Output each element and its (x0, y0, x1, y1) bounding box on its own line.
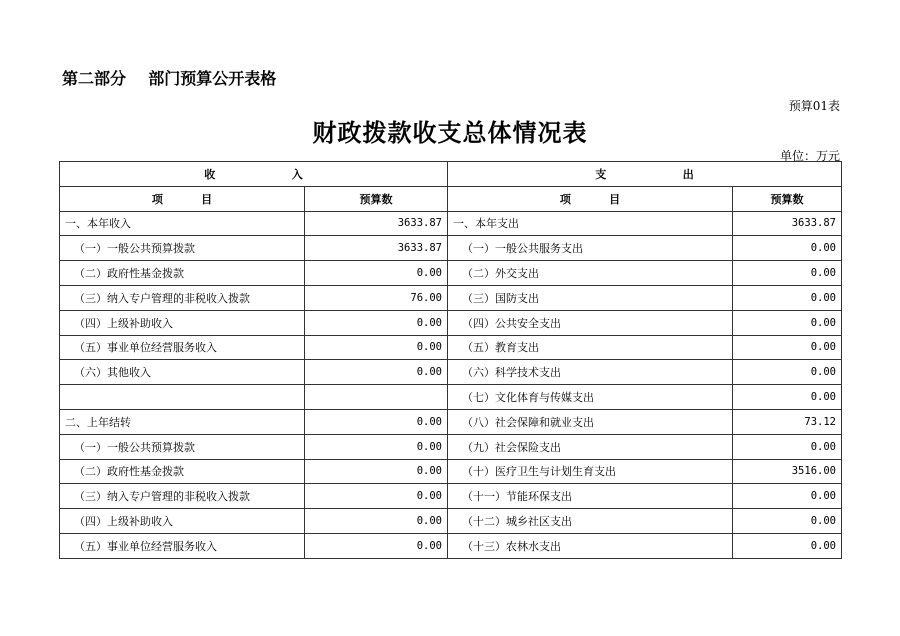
income-item-cell: （二）政府性基金拨款 (60, 261, 305, 286)
income-value-cell: 3633.87 (305, 211, 448, 236)
table-row (60, 459, 842, 484)
income-section-header: 收 入 (60, 162, 448, 187)
budget-table (59, 161, 842, 559)
part-title: 第二部分 部门预算公开表格 (62, 69, 277, 88)
table-row (60, 409, 842, 434)
expense-value-cell: 0.00 (733, 385, 842, 410)
table-row (60, 360, 842, 385)
income-value-cell: 3633.87 (305, 236, 448, 261)
income-value-cell: 0.00 (305, 261, 448, 286)
page-title: 财政拨款收支总体情况表 (312, 118, 588, 147)
income-item-cell: （一）一般公共预算拨款 (60, 236, 305, 261)
table-row (60, 335, 842, 360)
expense-item-header: 项 目 (448, 186, 733, 211)
expense-item-cell: （八）社会保障和就业支出 (448, 409, 733, 434)
income-value-cell: 0.00 (305, 533, 448, 558)
expense-item-cell: （一）一般公共服务支出 (448, 236, 733, 261)
expense-value-cell: 0.00 (733, 335, 842, 360)
table-row (60, 310, 842, 335)
income-item-cell: （二）政府性基金拨款 (60, 459, 305, 484)
expense-value-cell: 0.00 (733, 310, 842, 335)
income-value-cell: 0.00 (305, 459, 448, 484)
income-item-cell: （六）其他收入 (60, 360, 305, 385)
income-item-cell: 一、本年收入 (60, 211, 305, 236)
expense-value-cell: 0.00 (733, 434, 842, 459)
expense-value-cell: 0.00 (733, 360, 842, 385)
table-number: 预算01表 (788, 99, 840, 113)
expense-value-cell: 0.00 (733, 236, 842, 261)
income-item-cell: （三）纳入专户管理的非税收入拨款 (60, 484, 305, 509)
expense-value-cell: 0.00 (733, 533, 842, 558)
table-row (60, 285, 842, 310)
expense-section-header: 支 出 (448, 162, 842, 187)
income-item-cell: （五）事业单位经营服务收入 (60, 533, 305, 558)
expense-item-cell: （十二）城乡社区支出 (448, 509, 733, 534)
table-row (60, 533, 842, 558)
income-item-cell: （三）纳入专户管理的非税收入拨款 (60, 285, 305, 310)
income-value-cell: 0.00 (305, 434, 448, 459)
expense-value-cell: 3633.87 (733, 211, 842, 236)
income-item-cell: （一）一般公共预算拨款 (60, 434, 305, 459)
table-row (60, 509, 842, 534)
expense-item-cell: （十一）节能环保支出 (448, 484, 733, 509)
table-row (60, 434, 842, 459)
expense-value-cell: 0.00 (733, 484, 842, 509)
expense-value-cell: 73.12 (733, 409, 842, 434)
income-item-header: 项 目 (60, 186, 305, 211)
expense-item-cell: （十）医疗卫生与计划生育支出 (448, 459, 733, 484)
expense-item-cell: （六）科学技术支出 (448, 360, 733, 385)
table-row (60, 385, 842, 410)
income-item-cell: （四）上级补助收入 (60, 310, 305, 335)
expense-item-cell: 一、本年支出 (448, 211, 733, 236)
table-row (60, 261, 842, 286)
expense-item-cell: （九）社会保险支出 (448, 434, 733, 459)
income-value-cell: 0.00 (305, 310, 448, 335)
header-row-sections (60, 162, 842, 187)
expense-value-cell: 0.00 (733, 285, 842, 310)
expense-item-cell: （十三）农林水支出 (448, 533, 733, 558)
expense-budget-header: 预算数 (733, 186, 842, 211)
income-item-cell (60, 385, 305, 410)
income-value-cell (305, 385, 448, 410)
expense-value-cell: 3516.00 (733, 459, 842, 484)
income-value-cell: 0.00 (305, 484, 448, 509)
income-value-cell: 0.00 (305, 509, 448, 534)
header-row-columns (60, 186, 842, 211)
expense-item-cell: （五）教育支出 (448, 335, 733, 360)
income-value-cell: 0.00 (305, 360, 448, 385)
income-value-cell: 76.00 (305, 285, 448, 310)
expense-item-cell: （四）公共安全支出 (448, 310, 733, 335)
expense-item-cell: （二）外交支出 (448, 261, 733, 286)
income-item-cell: （四）上级补助收入 (60, 509, 305, 534)
table-row (60, 236, 842, 261)
income-value-cell: 0.00 (305, 409, 448, 434)
income-value-cell: 0.00 (305, 335, 448, 360)
expense-value-cell: 0.00 (733, 509, 842, 534)
income-item-cell: （五）事业单位经营服务收入 (60, 335, 305, 360)
expense-item-cell: （三）国防支出 (448, 285, 733, 310)
income-budget-header: 预算数 (305, 186, 448, 211)
unit-label: 单位：万元 (779, 149, 840, 163)
expense-value-cell: 0.00 (733, 261, 842, 286)
table-row (60, 484, 842, 509)
expense-item-cell: （七）文化体育与传媒支出 (448, 385, 733, 410)
income-item-cell: 二、上年结转 (60, 409, 305, 434)
table-row (60, 211, 842, 236)
